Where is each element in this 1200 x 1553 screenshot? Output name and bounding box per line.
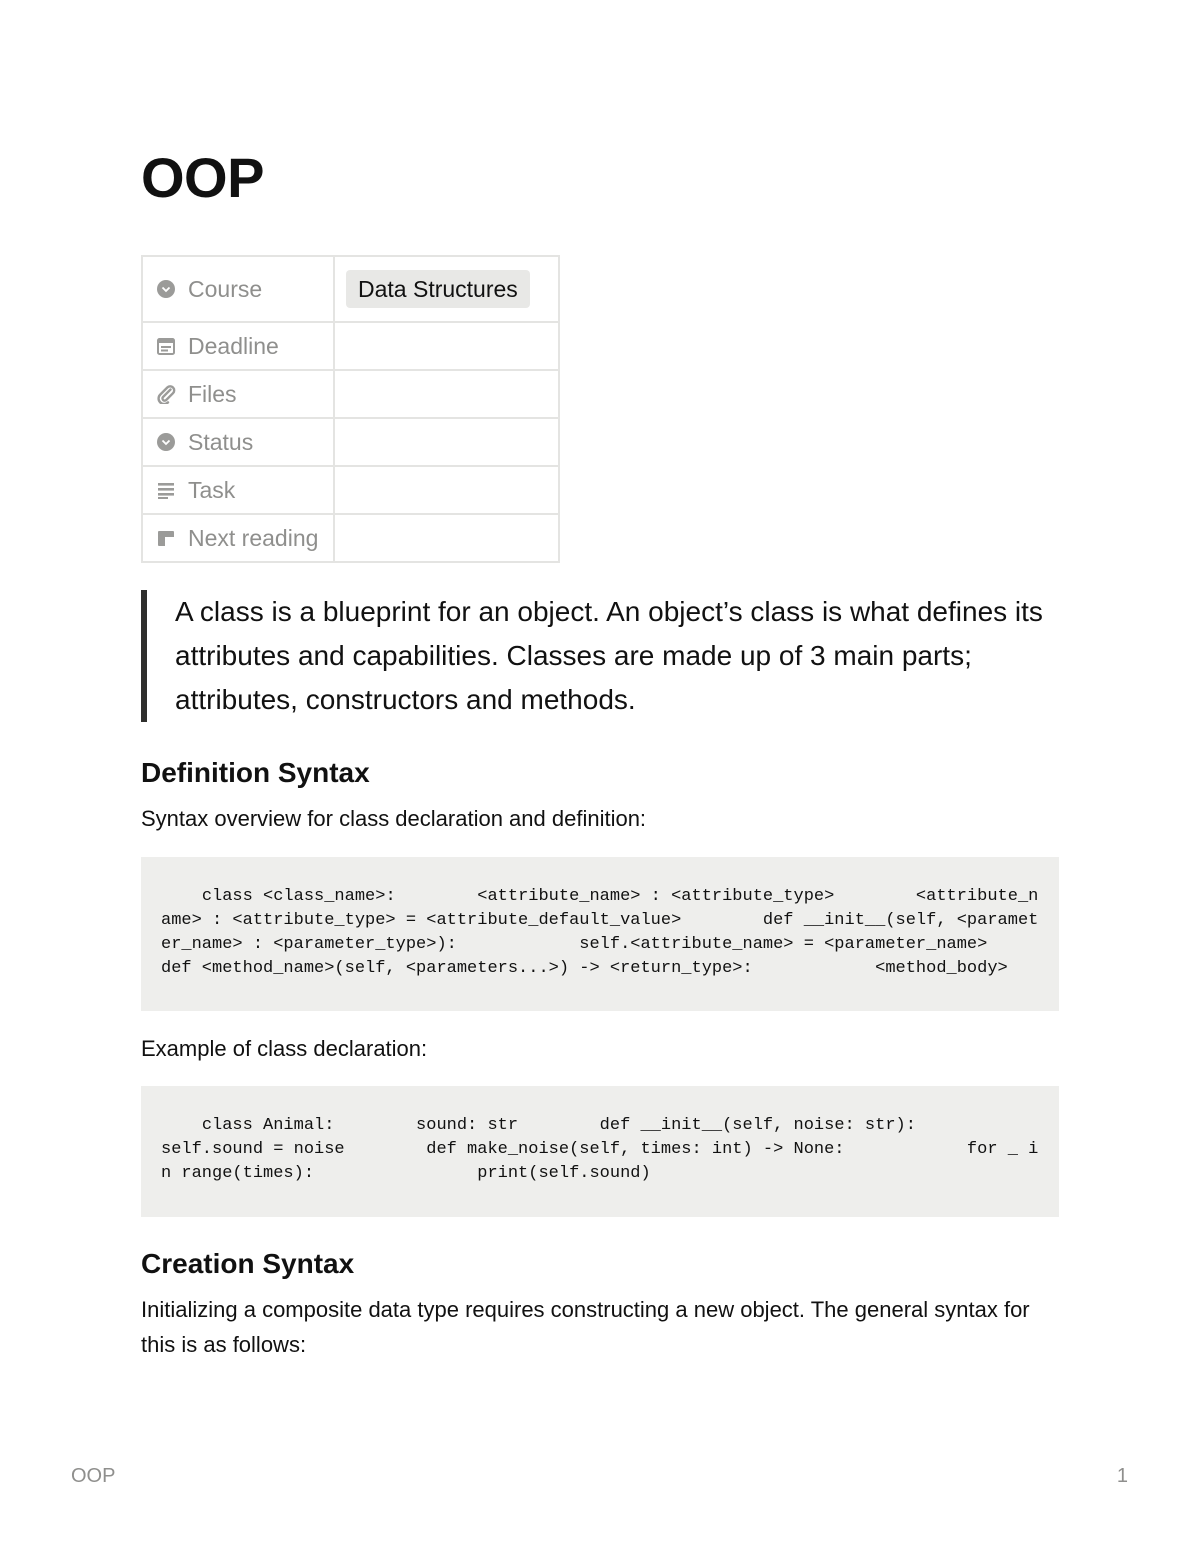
property-label-status: Status — [188, 428, 254, 455]
property-value-course[interactable] — [334, 256, 559, 322]
creation-intro: Initializing a composite data type requires constructing a new object. The general syntax for this is as follows: — [141, 1297, 1030, 1357]
property-value-deadline[interactable] — [334, 322, 559, 370]
property-value-task[interactable] — [334, 466, 559, 514]
property-row-task — [142, 466, 559, 514]
quote-text: A class is a blueprint for an object. An object’s class is what defines its attributes and capabilities. Classes are made up of 3 main parts; attributes, constructors and methods. — [175, 596, 1043, 715]
property-key-course[interactable] — [142, 256, 334, 322]
example-intro: Example of class declaration: — [141, 1036, 428, 1061]
calendar-icon — [155, 335, 177, 357]
definition-code-block: class <class_name>: <attribute_name> : <attribute_type> <attribute_name> : <attribute_type> = <attribute_default_value> def __init__(self, <parameter_name> : <parameter_type>): self.<attribute_name> = <parameter_name> def <method_name>(self, <parameters...>) -> <return_type>: <method_body> — [141, 857, 1059, 1011]
paperclip-icon — [155, 383, 177, 405]
property-row-deadline — [142, 322, 559, 370]
property-key-next-reading[interactable] — [142, 514, 334, 562]
circle-select-icon — [155, 278, 177, 300]
property-label-task: Task — [188, 476, 236, 503]
property-key-status[interactable] — [142, 418, 334, 466]
page-title: OOP — [141, 146, 264, 209]
footer-page-number: 1 — [1116, 1465, 1128, 1487]
circle-status-icon — [155, 431, 177, 453]
property-row-course — [142, 256, 559, 322]
property-value-status[interactable] — [334, 418, 559, 466]
property-key-task[interactable] — [142, 466, 334, 514]
footer-doc-name: OOP — [71, 1465, 116, 1487]
example-code-block: class Animal: sound: str def __init__(self, noise: str): self.sound = noise def make_noise(self, times: int) -> None: for _ in range(times): print(self.sound) — [141, 1086, 1059, 1217]
property-key-deadline[interactable] — [142, 322, 334, 370]
course-tag[interactable]: Data Structures — [346, 270, 530, 308]
property-label-deadline: Deadline — [188, 332, 279, 359]
creation-syntax-heading: Creation Syntax — [141, 1248, 355, 1279]
text-lines-icon — [155, 479, 177, 501]
definition-syntax-heading: Definition Syntax — [141, 757, 370, 788]
property-label-files: Files — [188, 380, 237, 407]
property-label-course: Course — [188, 275, 263, 302]
properties-table — [141, 255, 560, 563]
property-value-files[interactable] — [334, 370, 559, 418]
property-row-next-reading — [142, 514, 559, 562]
property-value-next-reading[interactable] — [334, 514, 559, 562]
property-label-next-reading: Next reading — [188, 524, 319, 551]
property-key-files[interactable] — [142, 370, 334, 418]
relation-arrow-icon — [155, 527, 177, 549]
definition-quote — [141, 590, 1061, 722]
definition-intro: Syntax overview for class declaration and definition: — [141, 806, 647, 831]
property-row-files — [142, 370, 559, 418]
property-row-status — [142, 418, 559, 466]
